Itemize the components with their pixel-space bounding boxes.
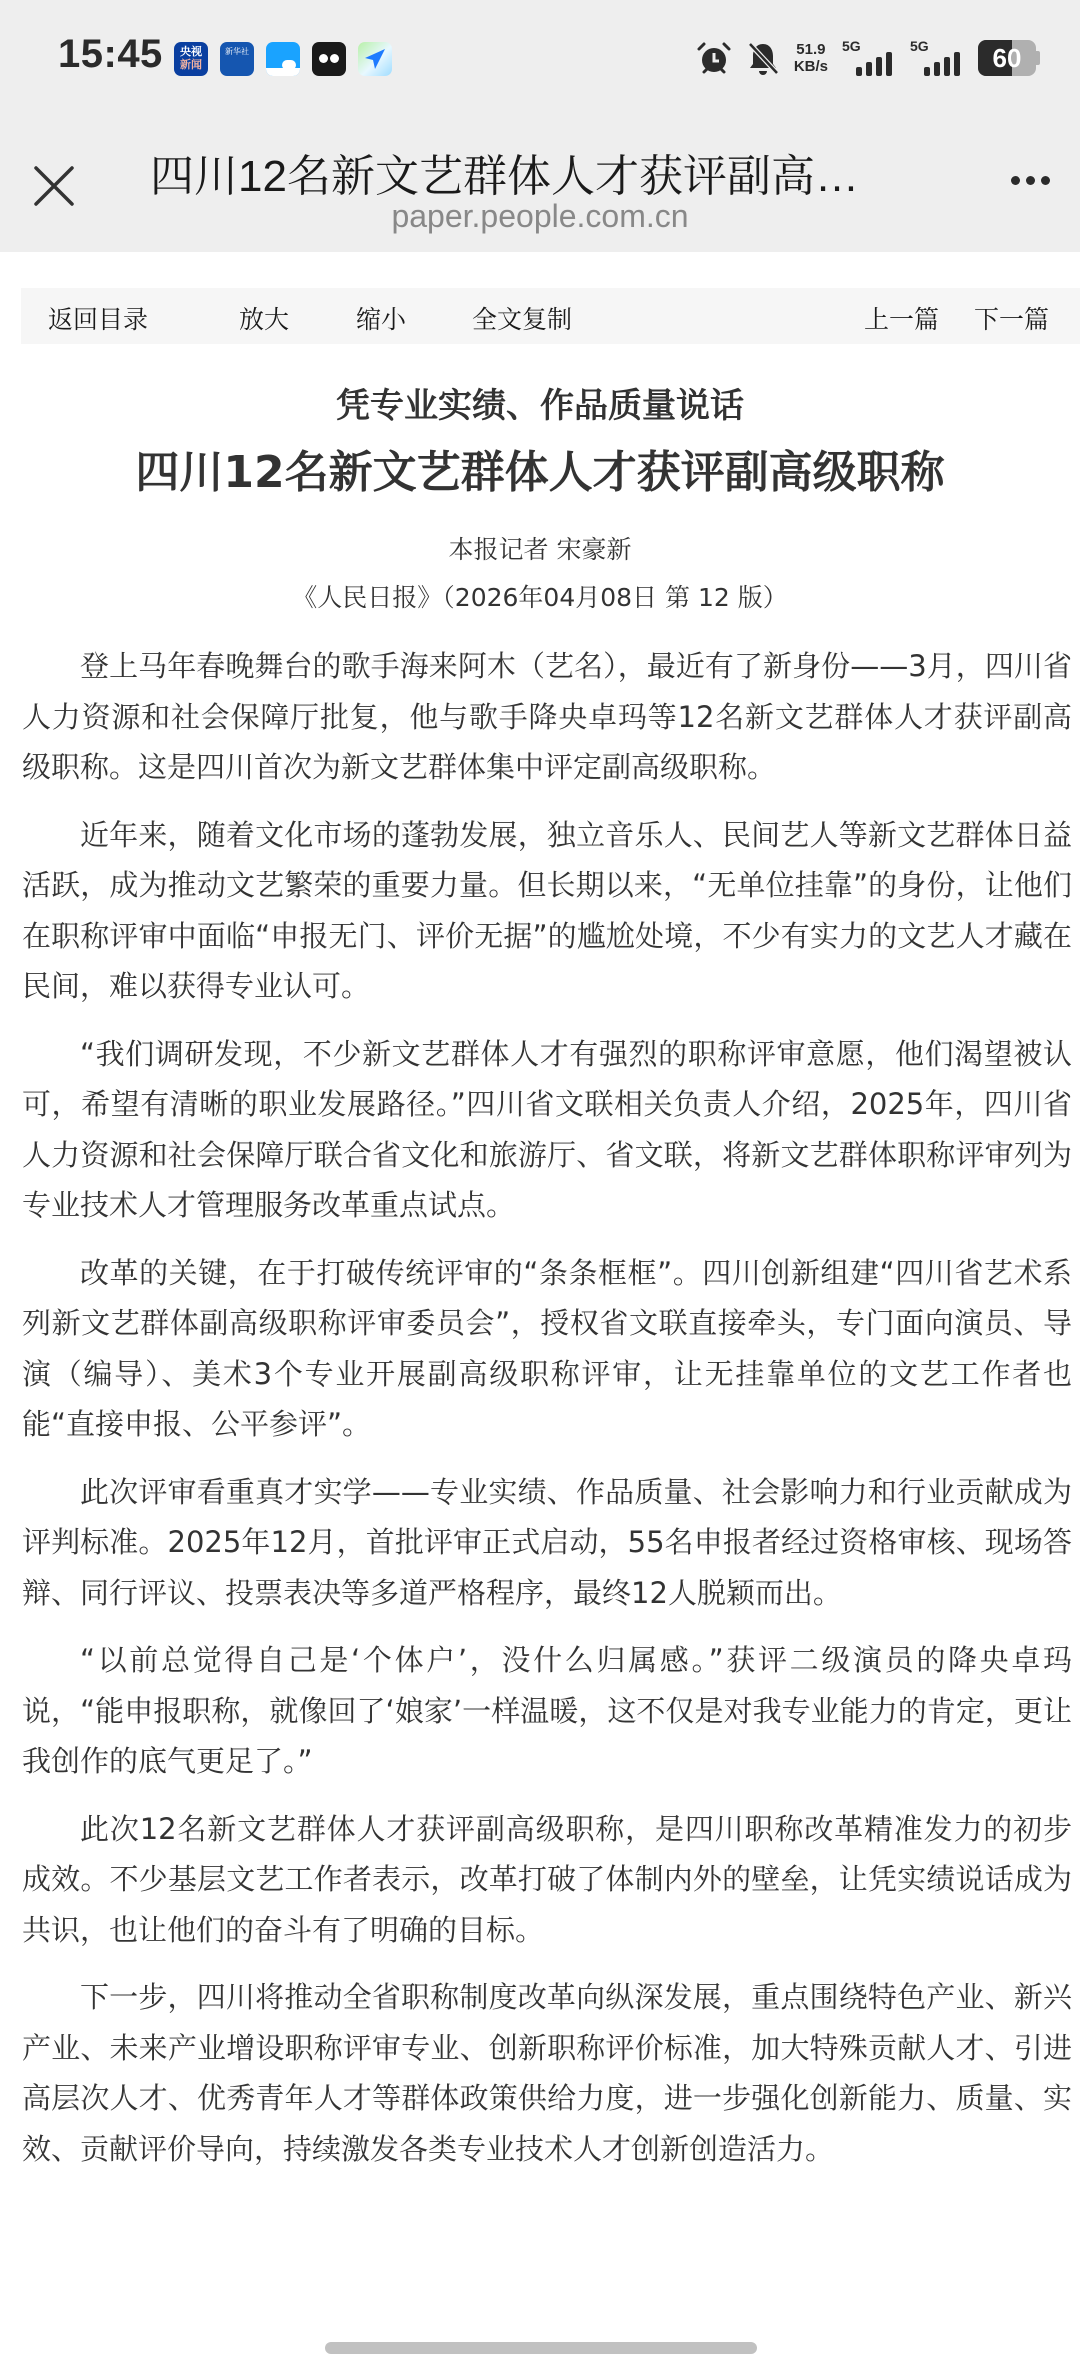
battery-percent: 60: [992, 43, 1022, 73]
network-speed-unit: KB/s: [793, 58, 828, 75]
article-paragraph: 登上马年春晚舞台的歌手海来阿木（艺名），最近有了新身份——3月，四川省人力资源和社会保障厅批复，他与歌手降央卓玛等12名新文艺群体人才获评副高级职称。这是四川首次为新文艺群体集中评定副高级职称。: [22, 649, 1072, 784]
status-indicators: [696, 38, 1040, 78]
alarm-clock-icon: [696, 40, 732, 76]
battery-icon: [978, 40, 1040, 76]
back-to-index-link[interactable]: 返回目录: [48, 305, 149, 334]
article-paragraph: “我们调研发现，不少新文艺群体人才有强烈的职称评审意愿，他们渴望被认可，希望有清晰的职业发展路径。”四川省文联相关负责人介绍，2025年，四川省人力资源和社会保障厅联合省文化和旅游厅、省文联，将新文艺群体职称评审列为专业技术人才管理服务改革重点试点。: [22, 1036, 1073, 1222]
network-speed: [794, 41, 828, 75]
more-options-button[interactable]: [1011, 176, 1050, 185]
xinhua-icon-text: 新华社: [225, 47, 249, 56]
sim2-signal-icon: [910, 38, 964, 78]
article-paragraph: 改革的关键，在于打破传统评审的“条条框框”。四川创新组建“四川省艺术系列新文艺群体副高级职称评审委员会”，授权省文联直接牵头，专门面向演员、导演（编导）、美术3个专业开展副高级职称评审，让无挂靠单位的文艺工作者也能“直接申报、公平参评”。: [22, 1255, 1072, 1441]
sim1-network-label: 5G: [842, 38, 861, 54]
article-body: [22, 641, 1072, 2191]
cctv-news-app-icon: [174, 42, 208, 76]
page-url: paper.people.com.cn: [391, 198, 689, 234]
article-paragraph: 近年来，随着文化市场的蓬勃发展，独立音乐人、民间艺人等新文艺群体日益活跃，成为推动文艺繁荣的重要力量。但长期以来，“无单位挂靠”的身份，让他们在职称评审中面临“申报无门、评价无据”的尴尬处境，不少有实力的文艺人才藏在民间，难以获得专业认可。: [22, 817, 1072, 1003]
cctv-icon-text-bottom: 新闻: [180, 58, 202, 71]
dots-app-icon: [312, 42, 346, 76]
article-paragraph: 此次12名新文艺群体人才获评副高级职称，是四川职称改革精准发力的初步成效。不少基层文艺工作者表示，改革打破了体制内外的壁垒，让凭实绩说话成为共识，也让他们的奋斗有了明确的目标。: [22, 1811, 1072, 1947]
status-bar: [0, 0, 1080, 120]
article-paragraph: “以前总觉得自己是‘个体户’，没什么归属感。”获评二级演员的降央卓玛说，“能申报职称，就像回了‘娘家’一样温暖，这不仅是对我专业能力的肯定，更让我创作的底气更足了。”: [22, 1643, 1072, 1778]
article-source: 《人民日报》（2026年04月08日 第 12 版）: [292, 583, 788, 612]
browser-title-bar: [0, 120, 1080, 252]
home-indicator[interactable]: [325, 2342, 757, 2354]
network-speed-value: 51.9: [796, 41, 826, 58]
mute-bell-icon: [746, 40, 780, 76]
zoom-in-link[interactable]: 放大: [239, 305, 290, 334]
page-title: 四川12名新文艺群体人才获评副高…: [150, 152, 859, 201]
sim1-signal-icon: [842, 38, 896, 78]
clock: 15:45: [58, 32, 163, 76]
message-app-icon: [266, 42, 300, 76]
notification-icons: [174, 42, 392, 76]
article-toolbar: [21, 288, 1080, 344]
article-byline: 本报记者 宋豪新: [448, 535, 632, 564]
article-subtitle: 凭专业实绩、作品质量说话: [336, 386, 744, 426]
copy-all-link[interactable]: 全文复制: [472, 305, 573, 334]
xinhua-news-app-icon: [220, 42, 254, 76]
map-navigation-app-icon: [358, 42, 392, 76]
cctv-icon-text-top: 央视: [180, 45, 202, 58]
sim2-network-label: 5G: [910, 38, 929, 54]
more-dot-icon: [1041, 176, 1050, 185]
next-article-link[interactable]: 下一篇: [974, 305, 1050, 334]
more-dot-icon: [1011, 176, 1020, 185]
article-paragraph: 下一步，四川将推动全省职称制度改革向纵深发展，重点围绕特色产业、新兴产业、未来产业增设职称评审专业、创新职称评价标准，加大特殊贡献人才、引进高层次人才、优秀青年人才等群体政策供给力度，进一步强化创新能力、质量、实效、贡献评价导向，持续激发各类专业技术人才创新创造活力。: [22, 1980, 1072, 2166]
article-paragraph: 此次评审看重真才实学——专业实绩、作品质量、社会影响力和行业贡献成为评判标准。2025年12月，首批评审正式启动，55名申报者经过资格审核、现场答辩、同行评议、投票表决等多道严格程序，最终12人脱颖而出。: [22, 1474, 1072, 1610]
more-dot-icon: [1026, 176, 1035, 185]
prev-article-link[interactable]: 上一篇: [864, 305, 940, 334]
zoom-out-link[interactable]: 缩小: [356, 305, 407, 334]
article-headline: 四川12名新文艺群体人才获评副高级职称: [135, 447, 945, 498]
